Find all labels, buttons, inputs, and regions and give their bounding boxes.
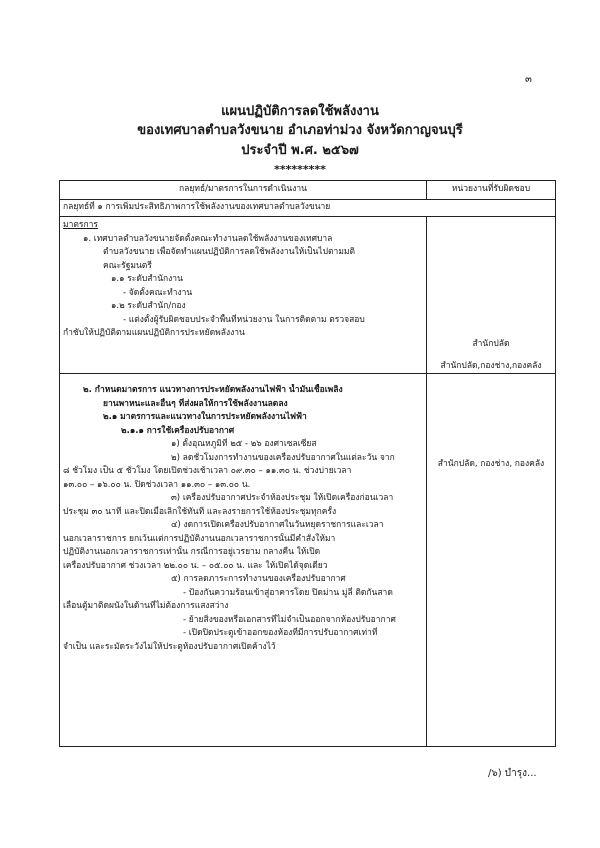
list-item: เลื่อนตู้มาติดผนังในด้านที่ไม่ต้องการแสงสว่าง bbox=[63, 601, 229, 611]
list-item: ๑.๒ ระดับสำนัก/กอง bbox=[111, 301, 186, 311]
responsible-unit: สำนักปลัด, กองช่าง, กองคลัง bbox=[437, 459, 545, 469]
list-item: ประชุม ๓๐ นาที และปิดเมื่อเลิกใช้ทันที และลงรายการใช้ห้องประชุมทุกครั้ง bbox=[63, 506, 337, 517]
list-item: - ย้ายสิ่งของหรือเอกสารที่ไม่จำเป็นออกจากห้องปรับอากาศ bbox=[183, 614, 396, 625]
list-item: กำชับให้ปฏิบัติตามแผนปฏิบัติการประหยัดพลังงาน bbox=[63, 328, 245, 338]
list-item: นอกเวลาราชการ ยกเว้นแต่การปฏิบัติงานนอกเวลาราชการนั้นมีคำสั่งให้มา bbox=[63, 533, 336, 544]
separator-stars: ********* bbox=[274, 163, 326, 176]
table-row bbox=[60, 217, 556, 374]
list-item: ๒) ลดชั่วโมงการทำงานของเครื่องปรับอากาศในแต่ละวัน จาก bbox=[171, 452, 395, 463]
document-subtitle: ของเทศบาลตำบลวังขนาย อำเภอท่าม่วง จังหวัดกาญจนบุรี bbox=[137, 123, 463, 138]
list-item: ๑๓.๐๐ – ๑๖.๐๐ น. ปิดช่วงเวลา ๑๑.๓๐ – ๑๓.๐๐ น. bbox=[63, 479, 251, 490]
list-item: ๘ ชั่วโมง เป็น ๕ ชั่วโมง โดยเปิดช่วงเช้าเวลา ๐๙.๓๐ – ๑๑.๓๐ น. ช่วงบ่ายเวลา bbox=[63, 466, 352, 476]
list-item: ๒. กำหนดมาตรการ แนวทางการประหยัดพลังงานไฟฟ้า น้ำมันเชื้อเพลิง bbox=[83, 385, 343, 395]
list-item: - แต่งตั้งผู้รับผิดชอบประจำพื้นที่หน่วยงาน ในการติดตาม ตรวจสอบ bbox=[123, 314, 365, 325]
list-item: จำเป็น และระมัดระวังไม่ให้ประตูห้องปรับอากาศเปิดค้างไว้ bbox=[63, 641, 276, 652]
document-title: แผนปฏิบัติการลดใช้พลังงาน bbox=[221, 104, 379, 119]
table-row bbox=[60, 374, 556, 747]
list-item: - จัดตั้งคณะทำงาน bbox=[123, 287, 193, 298]
list-item: ๔) งดการเปิดเครื่องปรับอากาศในวันหยุดราชการและเวลา bbox=[171, 520, 384, 530]
list-item: คณะรัฐมนตรี bbox=[103, 260, 152, 271]
list-item: ๒.๑.๑ การใช้เครื่องปรับอากาศ bbox=[121, 425, 235, 436]
list-item: - เปิดปิดประตูเข้าออกของห้องที่มีการปรับอากาศเท่าที่ bbox=[183, 628, 378, 638]
list-item: ปฏิบัติงานนอกเวลาราชการเท่านั้น กรณีการอยู่เวรยาม กลางคืน ให้เปิด bbox=[63, 547, 321, 557]
responsible-unit: สำนักปลัด bbox=[472, 339, 510, 349]
document-year: ประจำปี พ.ศ. ๒๕๖๗ bbox=[241, 143, 359, 158]
list-item: เครื่องปรับอากาศ ช่วงเวลา ๒๒.๐๐ น. – ๐๕.๐๐ น. และ ให้เปิดได้จุดเดียว bbox=[63, 560, 328, 571]
continuation-note: /๖) บำรุง... bbox=[488, 768, 537, 779]
list-item: ๒.๑ มาตรการและแนวทางในการประหยัดพลังงานไฟฟ้า bbox=[103, 412, 307, 422]
strategy-row bbox=[60, 200, 556, 217]
measures-heading: มาตรการ bbox=[63, 220, 98, 230]
header-responsible: หน่วยงานที่รับผิดชอบ bbox=[427, 181, 556, 200]
list-item: ยานพาหนะและอื่นๆ ที่ส่งผลให้การใช้พลังงานลดลง bbox=[103, 398, 288, 409]
list-item: - ป้องกันความร้อนเข้าสู่อาคารโดย ปิดม่าน มู่ลี่ ติดกันสาด bbox=[183, 587, 393, 598]
list-item: ตำบลวังขนาย เพื่อจัดทำแผนปฏิบัติการลดใช้พลังงานให้เป็นไปตามมติ bbox=[103, 247, 356, 257]
table-header-row bbox=[60, 181, 556, 200]
header-measures: กลยุทธ์/มาตรการในการดำเนินงาน bbox=[60, 181, 427, 200]
list-item: ๓) เครื่องปรับอากาศประจำห้องประชุม ให้เปิดเครื่องก่อนเวลา bbox=[171, 493, 394, 503]
list-item: ๑.๑ ระดับสำนักงาน bbox=[111, 274, 183, 284]
strategy-text: กลยุทธ์ที่ ๑ การเพิ่มประสิทธิภาพการใช้พลังงานของเทศบาลตำบลวังขนาย bbox=[63, 202, 331, 213]
list-item: ๑. เทศบาลตำบลวังขนายจัดตั้งคณะทำงานลดใช้พลังงานของเทศบาล bbox=[83, 233, 333, 244]
plan-table bbox=[59, 180, 556, 747]
page-number: ๓ bbox=[525, 74, 532, 85]
list-item: ๑) ตั้งอุณหภูมิที่ ๒๕ - ๒๖ องศาเซลเซียส bbox=[171, 439, 317, 449]
responsible-unit: สำนักปลัด,กองช่าง,กองคลัง bbox=[440, 360, 542, 371]
list-item: ๕) การลดภาระการทำงานของเครื่องปรับอากาศ bbox=[171, 574, 346, 584]
